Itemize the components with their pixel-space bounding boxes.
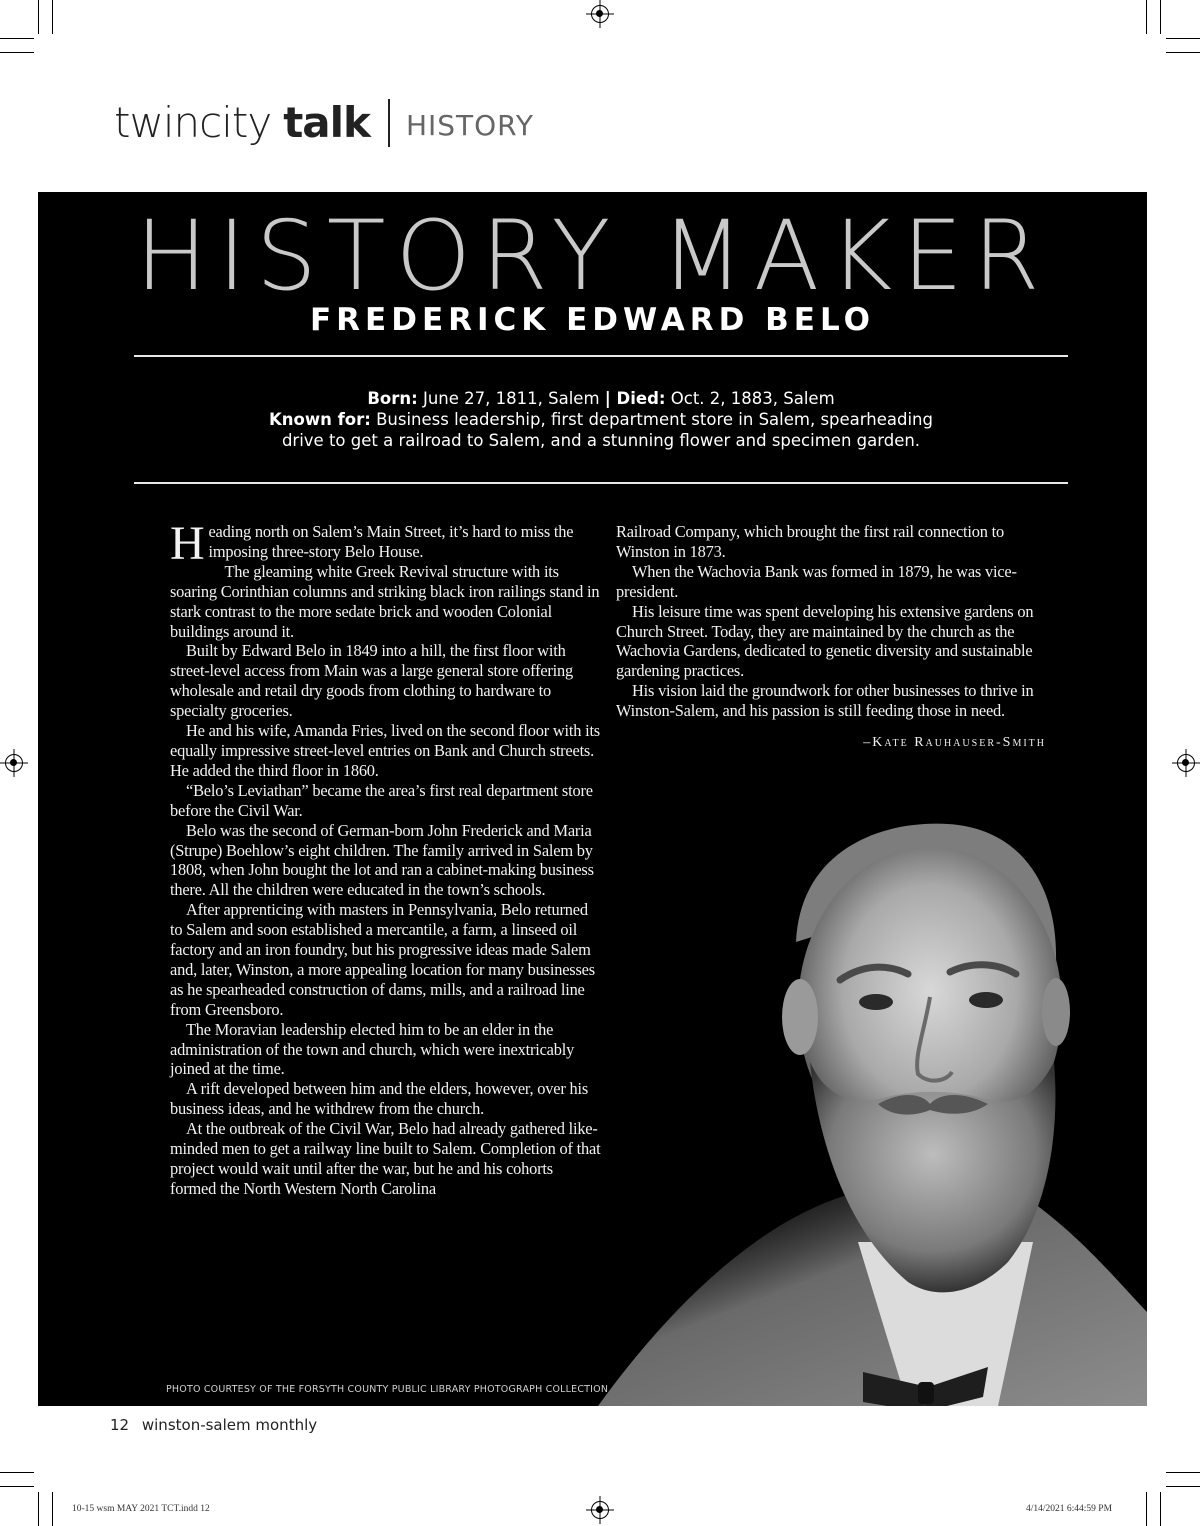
article-paragraph: His leisure time was spent developing his extensive gardens on Church Street. Today, they are maintained by the church as the Wachovia Gardens, dedicated to genetic diversity and sustainable gardening practices. — [616, 601, 1034, 681]
portrait-photo — [578, 812, 1147, 1406]
article-paragraph: Built by Edward Belo in 1849 into a hill, the first floor with street-level access from Main was a large general store offering wholesale and retail dry goods from clothing to hardware to specialty groceries. — [170, 641, 574, 721]
crop-mark — [0, 1486, 34, 1487]
header-divider — [388, 99, 390, 147]
crop-mark — [38, 0, 39, 34]
registration-mark-icon — [591, 1501, 609, 1519]
article-paragraph: Heading north on Salem’s Main Street, it’s hard to miss the imposing three-story Belo House. — [170, 517, 574, 570]
article-paragraph: The gleaming white Greek Revival structure with its soaring Corinthian columns and striking black iron railings stand in stark contrast to the more sedate brick and wooden Colonial buildings around it. — [170, 561, 600, 641]
died-label: | Died: — [604, 389, 666, 408]
died-value: Oct. 2, 1883, Salem — [670, 389, 835, 408]
page-number: 12 — [110, 1416, 130, 1434]
article-paragraph: He and his wife, Amanda Fries, lived on the second floor with its equally impressive street-level entries on Bank and Church streets. He added the third floor in 1860. — [170, 721, 600, 780]
article-paragraph: When the Wachovia Bank was formed in 1879, he was vice-president. — [616, 561, 1017, 601]
crop-mark — [1166, 1486, 1200, 1487]
top-rule — [134, 355, 1068, 357]
born-label: Born: — [367, 389, 418, 408]
registration-mark-icon — [5, 754, 23, 772]
known-line2: drive to get a railroad to Salem, and a stunning flower and specimen garden. — [281, 431, 921, 450]
life-dates — [134, 388, 1068, 409]
article-paragraph: His vision laid the groundwork for other businesses to thrive in Winston-Salem, and his passion is still feeding those in need. — [616, 681, 1034, 721]
crop-mark — [52, 1492, 53, 1526]
section-label: HISTORY — [405, 109, 534, 142]
bottom-rule — [134, 482, 1068, 484]
crop-mark — [0, 1472, 34, 1473]
born-value: June 27, 1811, Salem — [422, 389, 600, 408]
brand-bold: talk — [283, 98, 370, 147]
crop-mark — [1166, 52, 1200, 53]
known-line1: Business leadership, first department store in Salem, spearheading — [376, 410, 933, 429]
article-paragraph: At the outbreak of the Civil War, Belo had already gathered like-minded men to get a railway line built to Salem. Completion of that project would wait until after the war, but he and his cohorts formed the North Western North Carolina — [170, 1119, 601, 1198]
fact-box — [134, 388, 1068, 451]
crop-mark — [1146, 0, 1147, 34]
drop-cap: H — [170, 517, 205, 570]
byline: –Kate Rauhauser-Smith — [863, 735, 1046, 751]
crop-mark — [0, 52, 34, 53]
subject-name: FREDERICK EDWARD BELO — [309, 302, 875, 338]
known-label: Known for: — [268, 410, 371, 429]
article-paragraph: A rift developed between him and the elders, however, over his business ideas, and he withdrew from the church. — [170, 1079, 589, 1119]
article-paragraph: Belo was the second of German-born John Frederick and Maria (Strupe) Boehlow’s eight children. The family arrived in Salem by 1808, when John bought the lot and ran a cabinet-making business there. All the children were educated in the town’s schools. — [170, 820, 594, 900]
section-header — [114, 98, 534, 147]
page-folio — [110, 1416, 317, 1434]
crop-mark — [0, 38, 34, 39]
crop-mark — [52, 0, 53, 34]
article-column-right — [616, 522, 1048, 753]
article-paragraph: “Belo’s Leviathan” became the area’s first real department store before the Civil War. — [170, 780, 593, 820]
publication-name: winston-salem monthly — [141, 1416, 318, 1434]
slug-timestamp: 4/14/2021 6:44:59 PM — [1026, 1504, 1113, 1514]
article-paragraph: The Moravian leadership elected him to be an elder in the administration of the town and church, which were inextricably joined at the time. — [170, 1019, 575, 1079]
article-paragraph: Railroad Company, which brought the first rail connection to Winston in 1873. — [616, 522, 1004, 561]
article-paragraph: After apprenticing with masters in Pennsylvania, Belo returned to Salem and soon established a mercantile, a farm, a linseed oil factory and an iron foundry, but his progressive ideas made Salem and, later, Winston, a more appealing location for many businesses as he spearheaded construction of dams, mills, and a railroad line from Greensboro. — [170, 900, 595, 1019]
photo-credit: PHOTO COURTESY OF THE FORSYTH COUNTY PUBLIC LIBRARY PHOTOGRAPH COLLECTION — [166, 1384, 609, 1395]
registration-mark-icon — [591, 5, 609, 23]
feature-headline: HISTORY MAKER — [135, 200, 1050, 312]
known-for — [134, 409, 1068, 430]
slug-file: 10-15 wsm MAY 2021 TCT.indd 12 — [72, 1504, 210, 1514]
feature-panel — [38, 192, 1147, 1406]
crop-mark — [1146, 1492, 1147, 1526]
registration-mark-icon — [1177, 754, 1195, 772]
brand-light: twincity — [114, 98, 272, 147]
crop-mark — [1166, 1472, 1200, 1473]
article-column-left — [170, 517, 602, 1199]
crop-mark — [1166, 38, 1200, 39]
crop-mark — [1160, 0, 1161, 34]
crop-mark — [1160, 1492, 1161, 1526]
crop-mark — [38, 1492, 39, 1526]
